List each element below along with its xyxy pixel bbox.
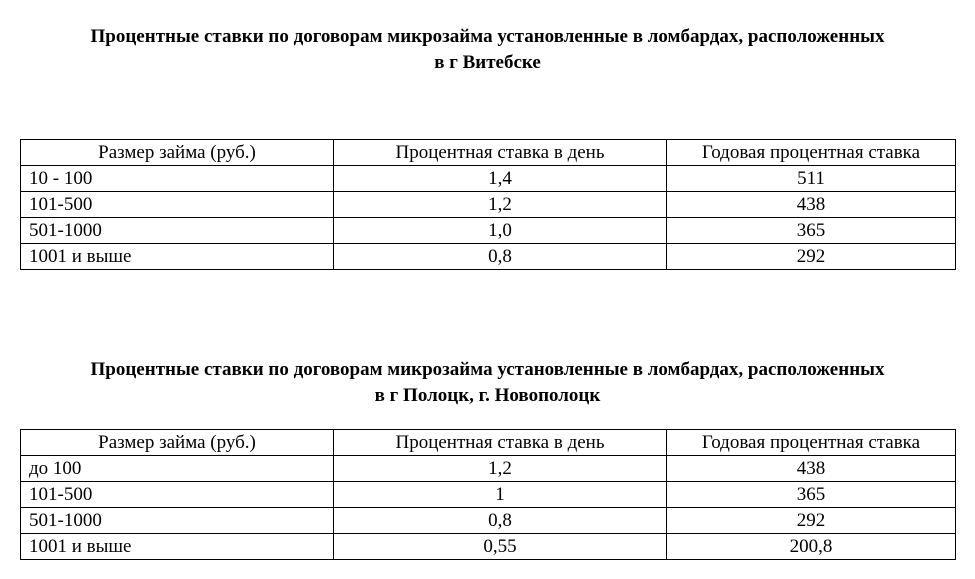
cell-loan-size: 101-500 <box>21 482 334 508</box>
header-annual-rate: Годовая процентная ставка <box>667 430 956 456</box>
cell-loan-size: 1001 и выше <box>21 534 334 560</box>
cell-daily-rate: 1,0 <box>334 218 667 244</box>
cell-daily-rate: 0,55 <box>334 534 667 560</box>
cell-annual-rate: 292 <box>667 244 956 270</box>
cell-daily-rate: 1,4 <box>334 166 667 192</box>
cell-loan-size: 1001 и выше <box>21 244 334 270</box>
cell-daily-rate: 1,2 <box>334 456 667 482</box>
table-row <box>21 482 956 508</box>
rates-table-polotsk <box>20 429 956 560</box>
cell-annual-rate: 438 <box>667 456 956 482</box>
cell-daily-rate: 1,2 <box>334 192 667 218</box>
table-row <box>21 166 956 192</box>
section-title-line1: Процентные ставки по договорам микрозайма установленные в ломбардах, расположенных <box>90 26 885 47</box>
header-loan-size: Размер займа (руб.) <box>21 140 334 166</box>
section-title-line2: в г Витебске <box>434 52 541 73</box>
section-title-vitebsk <box>20 24 955 76</box>
cell-loan-size: 101-500 <box>21 192 334 218</box>
table-row <box>21 218 956 244</box>
cell-annual-rate: 200,8 <box>667 534 956 560</box>
table-row <box>21 192 956 218</box>
cell-loan-size: 501-1000 <box>21 508 334 534</box>
rates-table-vitebsk <box>20 139 956 270</box>
cell-annual-rate: 365 <box>667 482 956 508</box>
cell-loan-size: до 100 <box>21 456 334 482</box>
section-title-polotsk <box>20 357 955 409</box>
cell-annual-rate: 438 <box>667 192 956 218</box>
header-daily-rate: Процентная ставка в день <box>334 430 667 456</box>
header-annual-rate: Годовая процентная ставка <box>667 140 956 166</box>
cell-loan-size: 501-1000 <box>21 218 334 244</box>
table-row <box>21 534 956 560</box>
section-title-line1: Процентные ставки по договорам микрозайма установленные в ломбардах, расположенных <box>90 359 885 380</box>
table-header-row <box>21 430 956 456</box>
header-daily-rate: Процентная ставка в день <box>334 140 667 166</box>
table-row <box>21 244 956 270</box>
cell-daily-rate: 1 <box>334 482 667 508</box>
table-row <box>21 508 956 534</box>
cell-annual-rate: 292 <box>667 508 956 534</box>
cell-loan-size: 10 - 100 <box>21 166 334 192</box>
table-row <box>21 456 956 482</box>
section-title-line2: в г Полоцк, г. Новополоцк <box>374 385 601 406</box>
header-loan-size: Размер займа (руб.) <box>21 430 334 456</box>
cell-daily-rate: 0,8 <box>334 508 667 534</box>
cell-annual-rate: 365 <box>667 218 956 244</box>
cell-daily-rate: 0,8 <box>334 244 667 270</box>
table-header-row <box>21 140 956 166</box>
cell-annual-rate: 511 <box>667 166 956 192</box>
